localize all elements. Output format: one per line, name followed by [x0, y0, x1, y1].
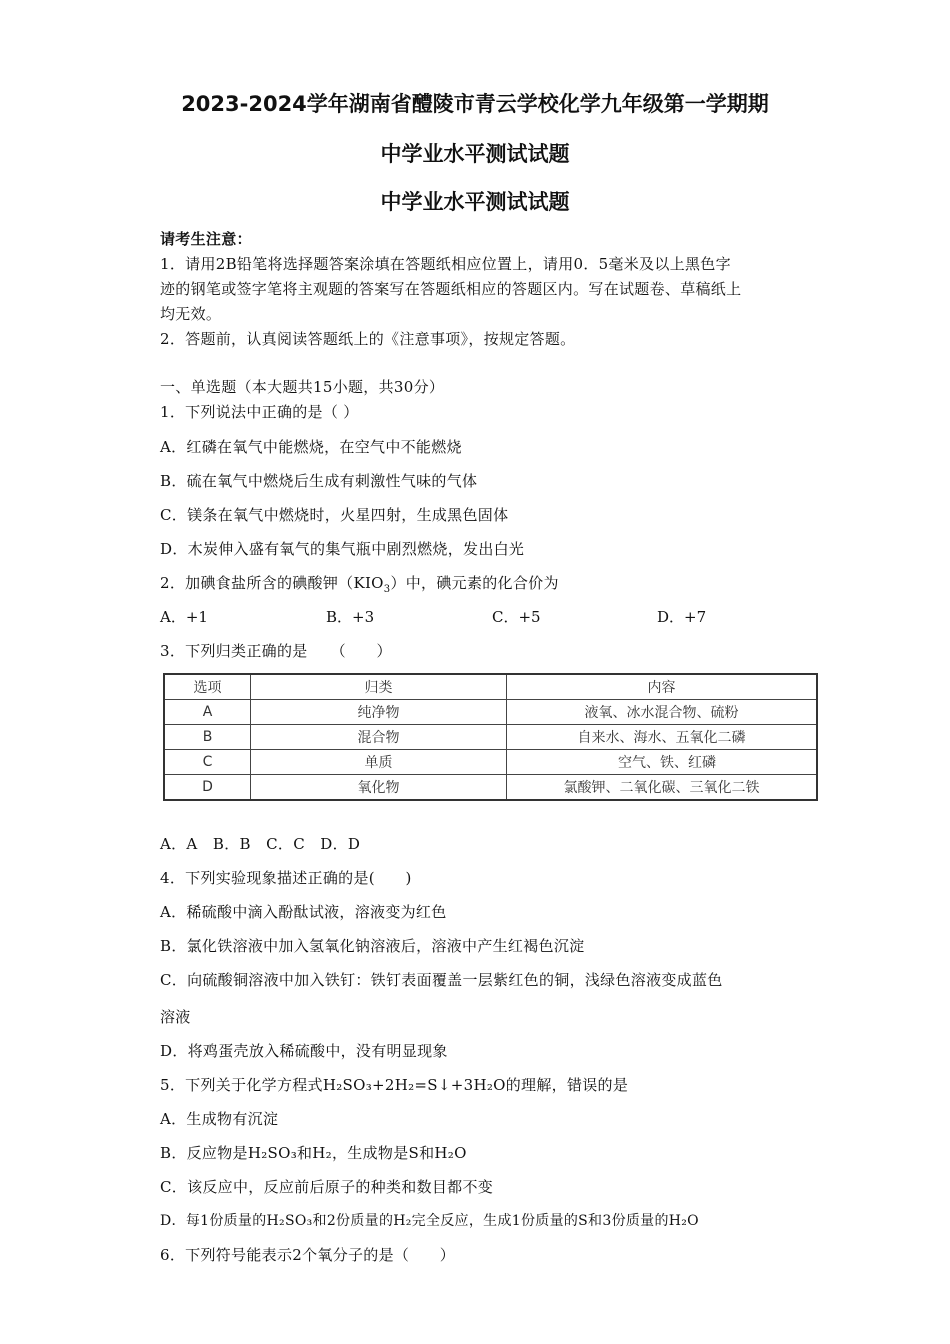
option-text: D．+7 — [657, 608, 707, 626]
table-row — [164, 725, 817, 750]
option-text: D．每1份质量的H₂SO₃和2份质量的H₂完全反应，生成1份质量的S和3份质量的H₂O — [160, 1213, 699, 1229]
table-cell: A — [164, 700, 251, 725]
table-cell: 纯净物 — [251, 700, 507, 725]
table-cell: C — [164, 750, 251, 775]
table-cell: 自来水、海水、五氧化二磷 — [507, 725, 818, 750]
option-text: C．镁条在氧气中燃烧时，火星四射，生成黑色固体 — [160, 506, 509, 524]
table-header: 内容 — [507, 674, 818, 700]
table-cell: 空气、铁、红磷 — [507, 750, 818, 775]
notice-line: 迹的钢笔或签字笔将主观题的答案写在答题纸相应的答题区内。写在试题卷、草稿纸上 — [160, 280, 742, 298]
exam-title-line2: 中学业水平测试试题 — [380, 142, 570, 166]
q2-stem-post: ）中，碘元素的化合价为 — [390, 574, 559, 592]
option-text: D．将鸡蛋壳放入稀硫酸中，没有明显现象 — [160, 1042, 448, 1060]
question-stem — [160, 572, 559, 595]
notice-line: 1．请用2B铅笔将选择题答案涂填在答题纸相应位置上，请用0．5毫米及以上黑色字 — [160, 255, 731, 273]
option-text: B．反应物是H₂SO₃和H₂，生成物是S和H₂O — [160, 1144, 467, 1162]
table-cell: 氧化物 — [251, 775, 507, 801]
question-stem: 6．下列符号能表示2个氧分子的是（ ） — [160, 1246, 456, 1264]
table-cell: 液氧、冰水混合物、硫粉 — [507, 700, 818, 725]
notice-heading: 请考生注意： — [160, 230, 252, 248]
option-text: A．稀硫酸中滴入酚酞试液，溶液变为红色 — [160, 903, 447, 921]
table-row — [164, 700, 817, 725]
exam-title-line3: 中学业水平测试试题 — [380, 190, 570, 214]
table-cell: D — [164, 775, 251, 801]
question-stem: 4．下列实验现象描述正确的是( ) — [160, 869, 412, 887]
q2-stem-pre: 2．加碘食盐所含的碘酸钾（KIO — [160, 574, 384, 592]
table-cell: 混合物 — [251, 725, 507, 750]
notice-line: 均无效。 — [160, 305, 222, 323]
table-header: 归类 — [251, 674, 507, 700]
table-cell: 单质 — [251, 750, 507, 775]
option-text: A．+1 — [160, 608, 208, 626]
option-text: C．+5 — [492, 608, 541, 626]
notice-line: 2．答题前，认真阅读答题纸上的《注意事项》，按规定答题。 — [160, 330, 576, 348]
question-stem: 5．下列关于化学方程式H₂SO₃+2H₂=S↓+3H₂O的理解，错误的是 — [160, 1076, 629, 1094]
table-cell: B — [164, 725, 251, 750]
option-text: B．硫在氧气中燃烧后生成有刺激性气味的气体 — [160, 472, 478, 490]
classification-table — [163, 673, 818, 801]
option-text: C．该反应中，反应前后原子的种类和数目都不变 — [160, 1178, 494, 1196]
option-text: D．木炭伸入盛有氧气的集气瓶中剧烈燃烧，发出白光 — [160, 540, 525, 558]
table-cell: 氯酸钾、二氧化碳、三氧化二铁 — [507, 775, 818, 801]
option-text: B．+3 — [326, 608, 375, 626]
table-header-row — [164, 674, 817, 700]
option-row: A．A B．B C．C D．D — [160, 835, 361, 853]
section-heading: 一、单选题（本大题共15小题，共30分） — [160, 378, 445, 396]
option-text: C．向硫酸铜溶液中加入铁钉：铁钉表面覆盖一层紫红色的铜，浅绿色溶液变成蓝色 — [160, 971, 723, 989]
option-text: A．生成物有沉淀 — [160, 1110, 279, 1128]
table-row — [164, 750, 817, 775]
option-text: 溶液 — [160, 1008, 191, 1026]
q2-stem-sub: 3 — [383, 584, 391, 595]
exam-title-line1: 2023-2024学年湖南省醴陵市青云学校化学九年级第一学期期 — [181, 92, 769, 116]
table-header: 选项 — [164, 674, 251, 700]
question-stem: 1．下列说法中正确的是（ ） — [160, 403, 359, 421]
question-stem: 3．下列归类正确的是 （ ） — [160, 642, 392, 660]
option-text: A．红磷在氧气中能燃烧，在空气中不能燃烧 — [160, 438, 462, 456]
option-text: B．氯化铁溶液中加入氢氧化钠溶液后，溶液中产生红褐色沉淀 — [160, 937, 585, 955]
table-row — [164, 775, 817, 801]
